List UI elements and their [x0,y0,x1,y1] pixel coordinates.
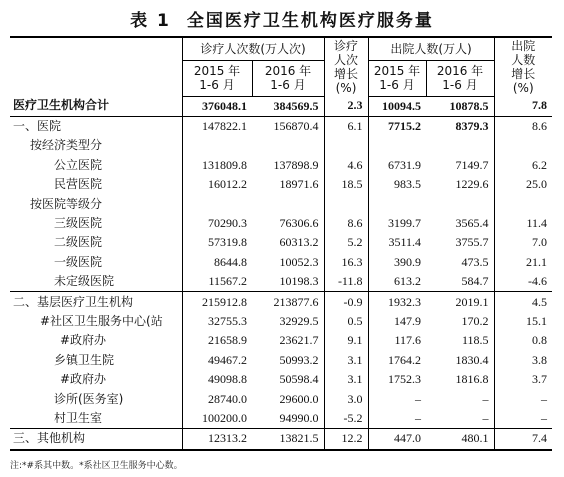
table-row: #政府办 49098.8 50598.4 3.1 1752.3 1816.8 3.7 [10,370,552,389]
header-visits-growth: 诊疗 人次 增长 (%) [324,37,368,96]
table-row: 三级医院 70290.3 76306.6 8.6 3199.7 3565.4 11.4 [10,214,552,233]
header-discharge-growth: 出院 人数 增长 (%) [494,37,552,96]
table-row: 乡镇卫生院 49467.2 50993.2 3.1 1764.2 1830.4 3.8 [10,351,552,370]
table-row: 医疗卫生机构合计 376048.1 384569.5 2.3 10094.5 10878.5 7.8 [10,96,552,116]
table-row: 按医院等级分 [10,194,552,213]
table-row: 未定级医院 11567.2 10198.3 -11.8 613.2 584.7 -4.6 [10,272,552,292]
table-row: 按经济类型分 [10,136,552,155]
table-row: 一、医院 147822.1 156870.4 6.1 7715.2 8379.3 8.6 [10,116,552,136]
table-row: 诊所(医务室) 28740.0 29600.0 3.0 – – – [10,389,552,408]
table-title [0,6,564,31]
table-row: 一级医院 8644.8 10052.3 16.3 390.9 473.5 21.1 [10,253,552,272]
header-discharge-2016: 2016 年 1-6 月 [426,61,494,96]
header-visits-2015: 2015 年 1-6 月 [182,61,252,96]
header-visits-2016: 2016 年 1-6 月 [252,61,324,96]
table-title-text: 全国医疗卫生机构医疗服务量 [186,11,434,31]
table-row: 公立医院 131809.8 137898.9 4.6 6731.9 7149.7 6.2 [10,156,552,175]
medical-service-table [10,36,552,451]
table-number: 表 1 [130,11,171,31]
header-discharge-2015: 2015 年 1-6 月 [368,61,426,96]
table-row: 村卫生室 100200.0 94990.0 -5.2 – – – [10,409,552,429]
table-row: 三、其他机构 12313.2 13821.5 12.2 447.0 480.1 7.4 [10,429,552,450]
table-row: 二级医院 57319.8 60313.2 5.2 3511.4 3755.7 7.0 [10,233,552,252]
table-row: 二、基层医疗卫生机构 215912.8 213877.6 -0.9 1932.3 2019.1 4.5 [10,292,552,312]
table-row: 民营医院 16012.2 18971.6 18.5 983.5 1229.6 25.0 [10,175,552,194]
table-footnote: 注:*#系其中数。*系社区卫生服务中心数。 [10,461,183,471]
table-row: #社区卫生服务中心(站 32755.3 32929.5 0.5 147.9 170.2 15.1 [10,312,552,331]
table-row: #政府办 21658.9 23621.7 9.1 117.6 118.5 0.8 [10,331,552,350]
header-visits-group: 诊疗人次数(万人次) [182,37,324,61]
header-blank [10,37,182,96]
header-discharge-group: 出院人数(万人) [368,37,494,61]
